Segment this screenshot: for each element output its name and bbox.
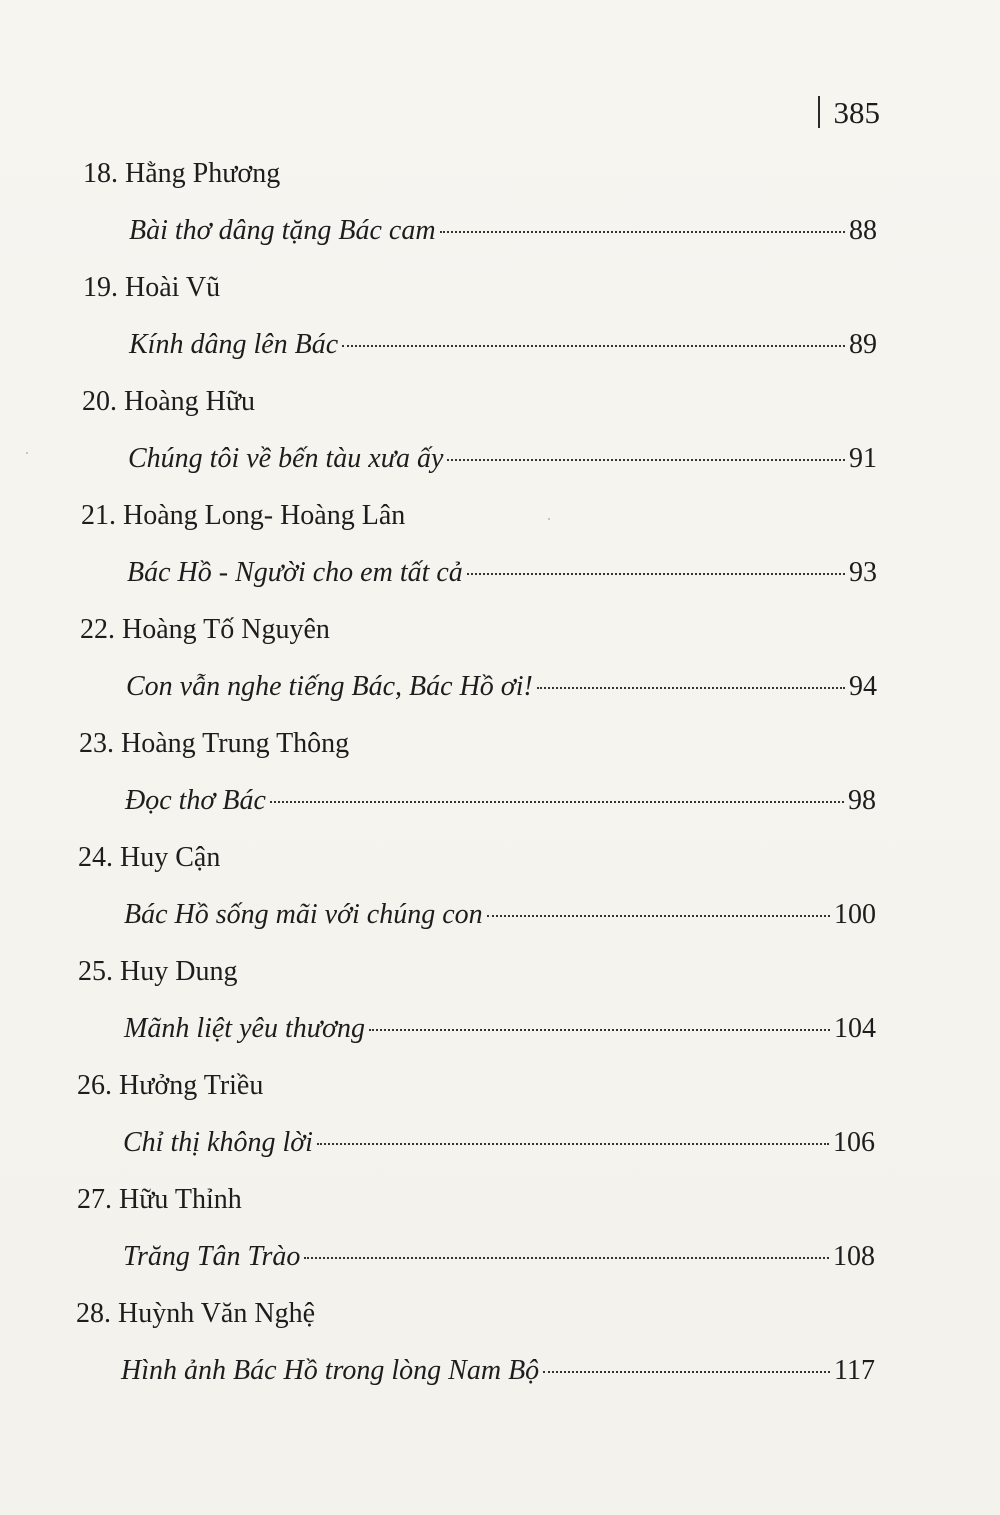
- toc-page-ref: 93: [849, 557, 877, 588]
- toc-author: 26. Hưởng Triều: [77, 1070, 264, 1101]
- toc-leader: [440, 231, 845, 233]
- toc-page-ref: 94: [849, 671, 877, 702]
- toc-page-ref: 100: [834, 899, 876, 930]
- toc-title-line: [123, 1129, 875, 1157]
- toc-author: 24. Huy Cận: [78, 842, 221, 873]
- toc-leader: [317, 1143, 829, 1145]
- toc-leader: [342, 345, 845, 347]
- toc-title-line: [125, 787, 876, 815]
- toc-page-ref: 117: [834, 1355, 875, 1386]
- toc-author: 25. Huy Dung: [78, 956, 238, 987]
- toc-leader: [467, 573, 845, 575]
- toc-title: Hình ảnh Bác Hồ trong lòng Nam Bộ: [121, 1355, 540, 1386]
- toc-title-line: [124, 1015, 876, 1043]
- page-number-divider: [818, 96, 820, 128]
- toc-leader: [270, 801, 844, 803]
- toc-title-line: [123, 1243, 875, 1271]
- toc-title-line: [127, 559, 877, 587]
- toc-page-ref: 104: [834, 1013, 876, 1044]
- toc-leader: [447, 459, 845, 461]
- page-number: 385: [833, 94, 880, 130]
- toc-title: Trăng Tân Trào: [123, 1241, 301, 1272]
- toc-leader: [543, 1371, 830, 1373]
- toc-author: 20. Hoàng Hữu: [82, 386, 256, 417]
- toc-author: 27. Hữu Thỉnh: [77, 1184, 242, 1215]
- toc-title: Mãnh liệt yêu thương: [124, 1013, 365, 1044]
- toc-title-line: [121, 1357, 875, 1385]
- toc-page-ref: 88: [849, 215, 877, 246]
- toc-title: Chúng tôi về bến tàu xưa ấy: [128, 443, 444, 474]
- toc-leader: [537, 687, 845, 689]
- toc-title-line: [128, 445, 877, 473]
- toc-page-ref: 106: [833, 1127, 875, 1158]
- toc-author: 23. Hoàng Trung Thông: [79, 728, 350, 759]
- page-number-area: [818, 96, 881, 128]
- toc-author: 22. Hoàng Tố Nguyên: [80, 614, 330, 645]
- toc-page-ref: 91: [849, 443, 877, 474]
- toc-leader: [304, 1257, 829, 1259]
- toc-title: Bài thơ dâng tặng Bác cam: [129, 215, 436, 246]
- toc-title: Con vẫn nghe tiếng Bác, Bác Hồ ơi!: [126, 671, 533, 702]
- toc-title-line: [129, 217, 877, 245]
- toc-page-ref: 98: [848, 785, 876, 816]
- toc-leader: [487, 915, 830, 917]
- toc-page-ref: 89: [849, 329, 877, 360]
- toc-title: Kính dâng lên Bác: [129, 329, 339, 360]
- toc-title: Đọc thơ Bác: [125, 785, 266, 816]
- toc-author: 18. Hằng Phương: [83, 158, 281, 189]
- toc-title: Chỉ thị không lời: [123, 1127, 313, 1158]
- toc-leader: [369, 1029, 830, 1031]
- paper-speck: [548, 518, 550, 520]
- toc-author: 19. Hoài Vũ: [83, 272, 221, 303]
- toc-author: 21. Hoàng Long- Hoàng Lân: [81, 500, 406, 531]
- toc-page-ref: 108: [833, 1241, 875, 1272]
- toc-title: Bác Hồ sống mãi với chúng con: [124, 899, 483, 930]
- paper-speck: [26, 452, 28, 454]
- toc-title: Bác Hồ - Người cho em tất cả: [127, 557, 463, 588]
- toc-author: 28. Huỳnh Văn Nghệ: [76, 1298, 316, 1329]
- toc-title-line: [126, 673, 877, 701]
- toc-title-line: [129, 331, 877, 359]
- toc-title-line: [124, 901, 876, 929]
